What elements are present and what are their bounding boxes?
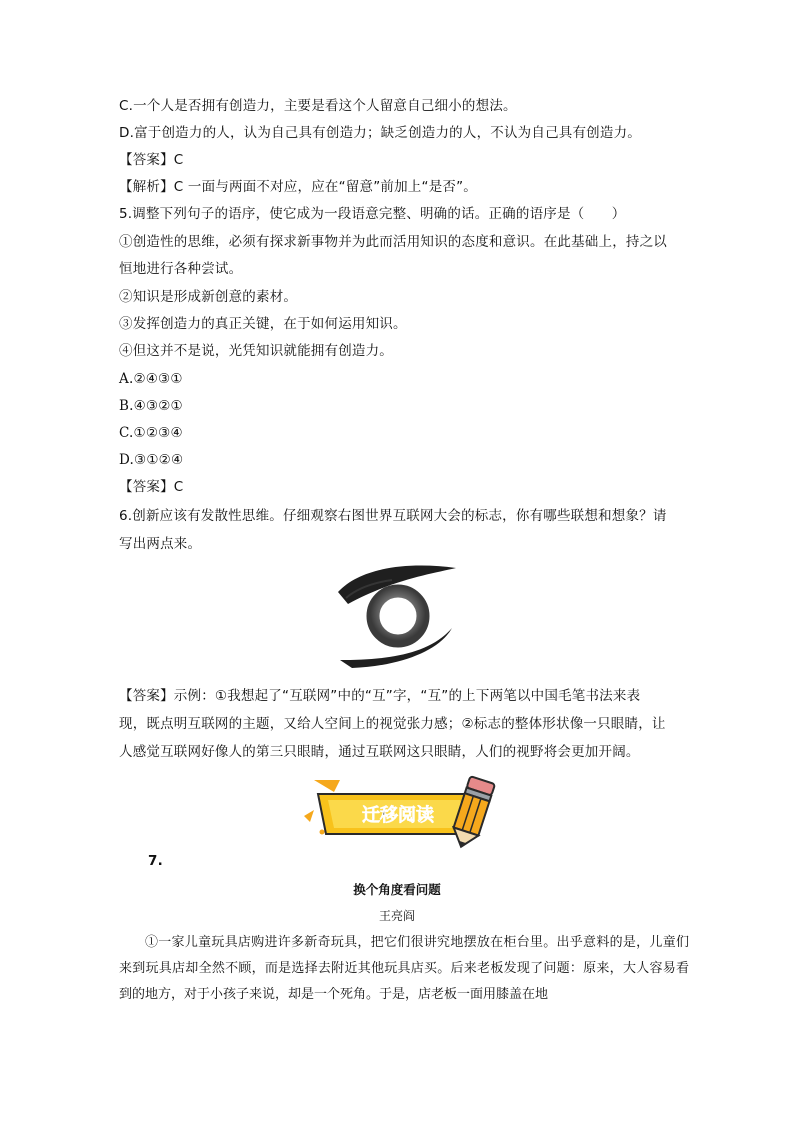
sentence-2: ②知识是形成新创意的素材。 — [119, 289, 298, 305]
question-6-line2: 写出两点来。 — [119, 536, 202, 552]
analysis-4: 【解析】C 一面与两面不对应，应在“留意”前加上“是否”。 — [119, 179, 477, 195]
article-paragraph-1: ①一家儿童玩具店购进许多新奇玩具，把它们很讲究地摆放在柜台里。出乎意料的是，儿童们来到玩具店却全然不顾，而是选择去附近其他玩具店买。后来老板发现了问题：原来，大人容易看到的地方，对于小孩子来说，却是一个死角。于是，店老板一面用膝盖在地 — [119, 935, 689, 1002]
answer-6-line2: 现，既点明互联网的主题，又给人空间上的视觉张力感；②标志的整体形状像一只眼睛，让 — [119, 716, 666, 732]
sentence-1-line1: ①创造性的思维，必须有探求新事物并为此而活用知识的态度和意识。在此基础上，持之以 — [119, 234, 667, 250]
question-7-number: 7. — [148, 853, 163, 869]
option-a-5: A.②④③① — [119, 371, 183, 387]
option-d: D.富于创造力的人，认为自己具有创造力；缺乏创造力的人，不认为自己具有创造力。 — [119, 125, 641, 141]
sentence-1-line2: 恒地进行各种尝试。 — [119, 261, 243, 277]
answer-5: 【答案】C — [119, 479, 184, 495]
option-c-5: C.①②③④ — [119, 425, 183, 441]
sentence-3: ③发挥创造力的真正关键，在于如何运用知识。 — [119, 316, 407, 332]
option-d-5: D.③①②④ — [119, 452, 184, 468]
sentence-4: ④但这并不是说，光凭知识就能拥有创造力。 — [119, 343, 393, 359]
world-internet-conference-logo — [332, 560, 462, 670]
banner-text: 迁移阅读 — [362, 805, 434, 826]
question-5: 5.调整下列句子的语序，使它成为一段语意完整、明确的话。正确的语序是（ ） — [119, 206, 626, 222]
question-6-line1: 6.创新应该有发散性思维。仔细观察右图世界互联网大会的标志，你有哪些联想和想象？请 — [119, 508, 667, 524]
option-c: C.一个人是否拥有创造力，主要是看这个人留意自己细小的想法。 — [119, 98, 517, 114]
article-author: 王亮阎 — [378, 909, 415, 923]
answer-6-line3: 人感觉互联网好像人的第三只眼睛，通过互联网这只眼睛，人们的视野将会更加开阔。 — [119, 744, 640, 760]
option-b-5: B.④③②① — [119, 398, 183, 414]
article-title: 换个角度看问题 — [353, 882, 441, 897]
transfer-reading-banner — [300, 770, 505, 850]
answer-6-line1: 【答案】示例：①我想起了“互联网”中的“互”字，“互”的上下两笔以中国毛笔书法来表 — [119, 688, 641, 704]
answer-4: 【答案】C — [119, 152, 184, 168]
